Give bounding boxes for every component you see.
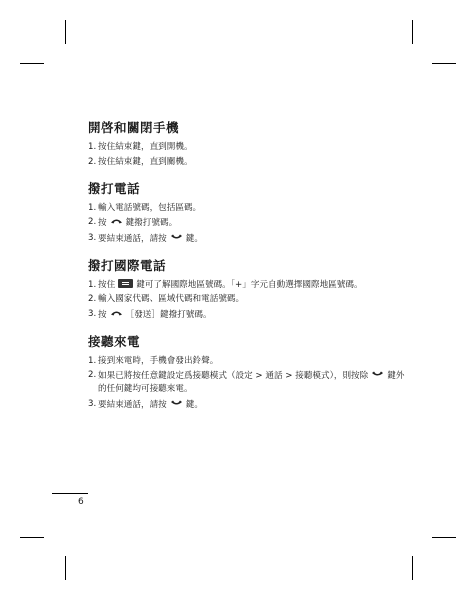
section [88,179,408,246]
section [88,332,408,412]
item-text [98,308,408,322]
item-text-before: 按 [98,218,107,228]
item-text-after: 鍵。 [185,399,203,410]
list-item [88,293,408,306]
item-number: 1. [88,355,97,366]
manual-content [88,118,408,422]
send-key-icon [110,308,123,321]
item-text [98,216,408,230]
crop-mark [412,556,413,580]
item-number: 3. [88,398,97,409]
item-text: 接到來電時，手機會發出鈴聲。 [98,355,219,366]
crop-mark [65,20,66,44]
item-text: 按住結束鍵，直到開機。 [98,142,193,152]
item-text-after: 鍵。 [185,233,203,244]
item-number: 1. [88,202,97,213]
section-heading: 撥打國際電話 [88,257,167,273]
end-key-icon [170,398,183,411]
list-item [88,216,408,230]
end-key-icon [170,232,183,245]
list-item [88,232,408,246]
item-text-before: 按住 [98,279,116,290]
item-text-before: 如果已將按任意鍵設定爲接聽模式（設定 > 通話 > 接聽模式），則按除 [98,371,369,381]
item-number: 3. [88,232,97,243]
item-text-before: 要結束通話，請按 [98,233,167,244]
item-text [98,279,408,292]
item-text [98,369,408,396]
item-number: 2. [88,217,97,227]
list-item [88,279,408,292]
item-number: 2. [88,294,97,304]
item-text-before: 要結束通話，請按 [98,399,167,410]
crop-mark [412,20,413,44]
section-heading: 開啓和關閉手機 [88,120,180,135]
footer-rule [52,493,88,494]
item-text-after: 鍵外的任何鍵均可接聽來電。 [98,371,405,394]
item-number: 1. [88,279,97,290]
crop-mark [20,63,44,64]
crop-mark [432,63,456,64]
section-heading: 撥打電話 [88,180,141,196]
section [88,118,408,169]
item-number: 2. [88,156,97,167]
list-item [88,308,408,322]
list-item [88,141,408,154]
section-heading: 接聽來電 [88,333,141,349]
item-text [98,398,408,412]
end-key-icon [371,369,384,382]
item-text: 輸入國家代碼、區域代碼和電話號碼。 [98,294,245,304]
send-key-icon [110,216,123,229]
item-text: 按住結束鍵，直到關機。 [98,156,193,167]
crop-mark [432,537,456,538]
item-text [98,232,408,246]
item-text-before: 按 [98,309,107,320]
crop-mark [65,556,66,580]
item-number: 1. [88,142,97,152]
list-item [88,369,408,396]
item-text-after: ［發送］鍵撥打號碼。 [125,309,212,320]
item-text-after: 鍵可了解國際地區號碼。「+」字元自動選擇國際地區號碼。 [136,279,363,290]
crop-mark [20,537,44,538]
section [88,256,408,322]
page-number: 6 [78,497,84,507]
item-number: 3. [88,308,97,319]
item-number: 2. [88,370,97,380]
menu-key-icon [118,279,133,288]
item-text-after: 鍵撥打號碼。 [125,218,178,228]
list-item [88,202,408,215]
list-item [88,156,408,169]
list-item [88,355,408,368]
item-text: 輸入電話號碼，包括區碼。 [98,202,202,213]
list-item [88,398,408,412]
